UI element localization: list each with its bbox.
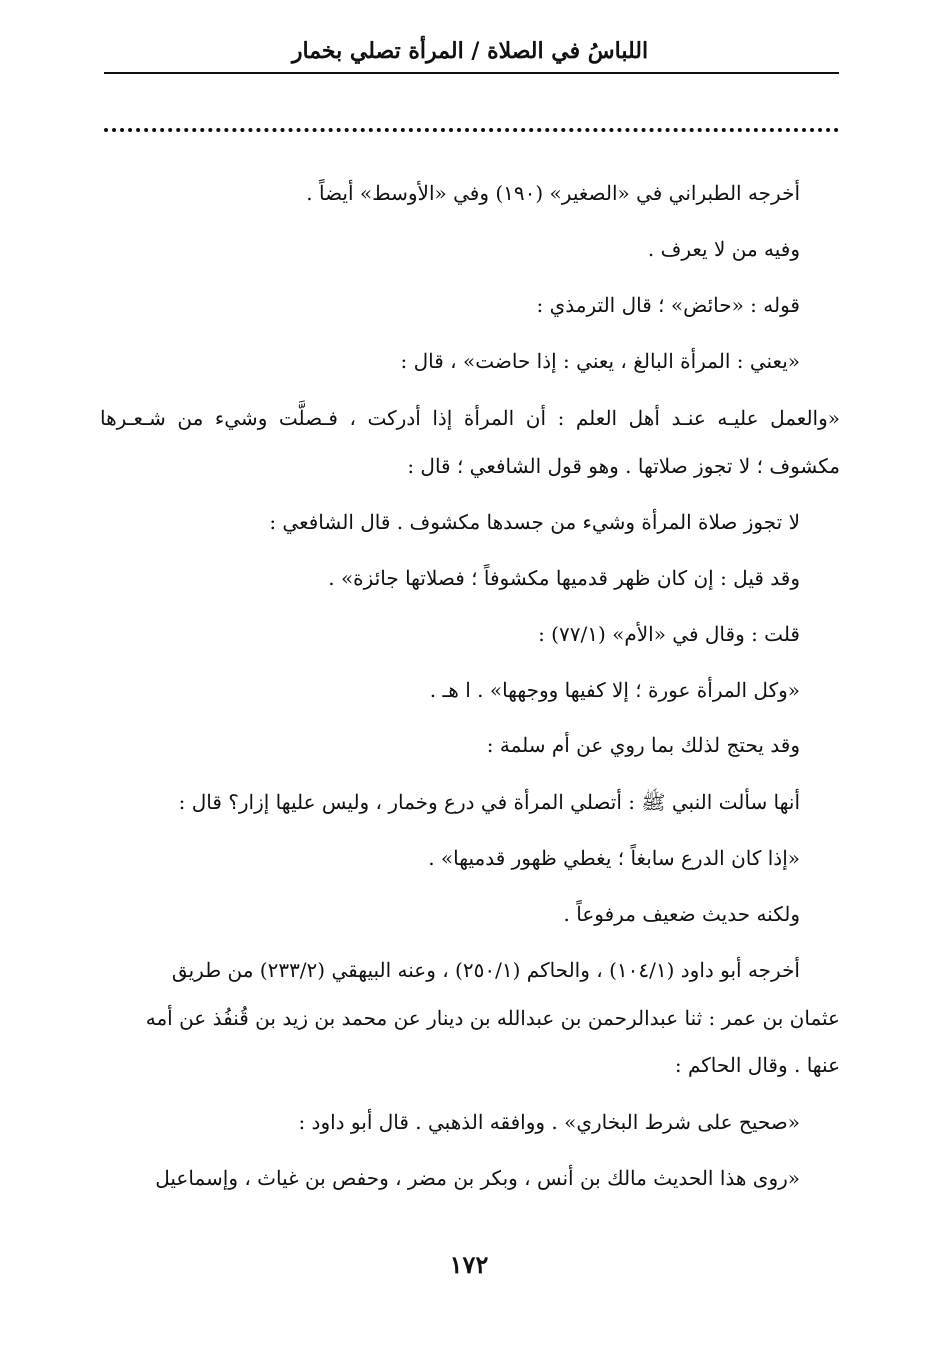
page-number: ١٧٢ xyxy=(449,1250,489,1279)
text-line: وقد قيل : إن كان ظهر قدميها مكشوفاً ؛ فصلاتها جائزة» . xyxy=(328,566,800,590)
text-line: أخرجه الطبراني في «الصغير» (١٩٠) وفي «الأوسط» أيضاً . xyxy=(306,181,800,205)
running-title: اللباسُ في الصلاة / المرأة تصلي بخمار xyxy=(291,38,649,64)
text-line: قوله : «حائض» ؛ قال الترمذي : xyxy=(536,293,800,317)
text-line: «إذا كان الدرع سابغاً ؛ يغطي ظهور قدميها» . xyxy=(428,846,800,870)
text-line: أنها سألت النبي ﷺ : أتصلي المرأة في درع وخمار ، وليس عليها إزار؟ قال : xyxy=(178,790,800,814)
text-line: «روى هذا الحديث مالك بن أنس ، وبكر بن مضر ، وحفص بن غياث ، وإسماعيل xyxy=(155,1166,800,1190)
text-line: عثمان بن عمر : ثنا عبدالرحمن بن عبدالله بن دينار عن محمد بن زيد بن قُنفُذ عن أمه xyxy=(145,1006,840,1030)
text-line: عنها . وقال الحاكم : xyxy=(674,1053,840,1077)
text-line: وقد يحتج لذلك بما روي عن أم سلمة : xyxy=(486,733,800,757)
text-line: أخرجه أبو داود (١٠٤/١) ، والحاكم (٢٥٠/١) ، وعنه البيهقي (٢٣٣/٢) من طريق xyxy=(171,958,800,982)
text-line: «صحيح على شرط البخاري» . ووافقه الذهبي . قال أبو داود : xyxy=(298,1110,800,1134)
text-line: مكشوف ؛ لا تجوز صلاتها . وهو قول الشافعي ؛ قال : xyxy=(407,454,840,478)
text-line: ولكنه حديث ضعيف مرفوعاً . xyxy=(563,902,800,926)
text-line: «يعني : المرأة البالغ ، يعني : إذا حاضت» ، قال : xyxy=(400,349,800,373)
text-line: «وكل المرأة عورة ؛ إلا كفيها ووجهها» . ا هـ . xyxy=(429,678,800,702)
text-line: وفيه من لا يعرف . xyxy=(647,237,800,261)
body-text xyxy=(100,0,840,1347)
text-line: قلت : وقال في «الأم» (٧٧/١) : xyxy=(538,622,800,646)
text-line: «والعمل عليـه عنـد أهل العلم : أن المرأة إذا أدركت ، فـصلَّت وشيء من شـعـرها xyxy=(100,406,840,430)
text-line: لا تجوز صلاة المرأة وشيء من جسدها مكشوف . قال الشافعي : xyxy=(269,510,800,534)
